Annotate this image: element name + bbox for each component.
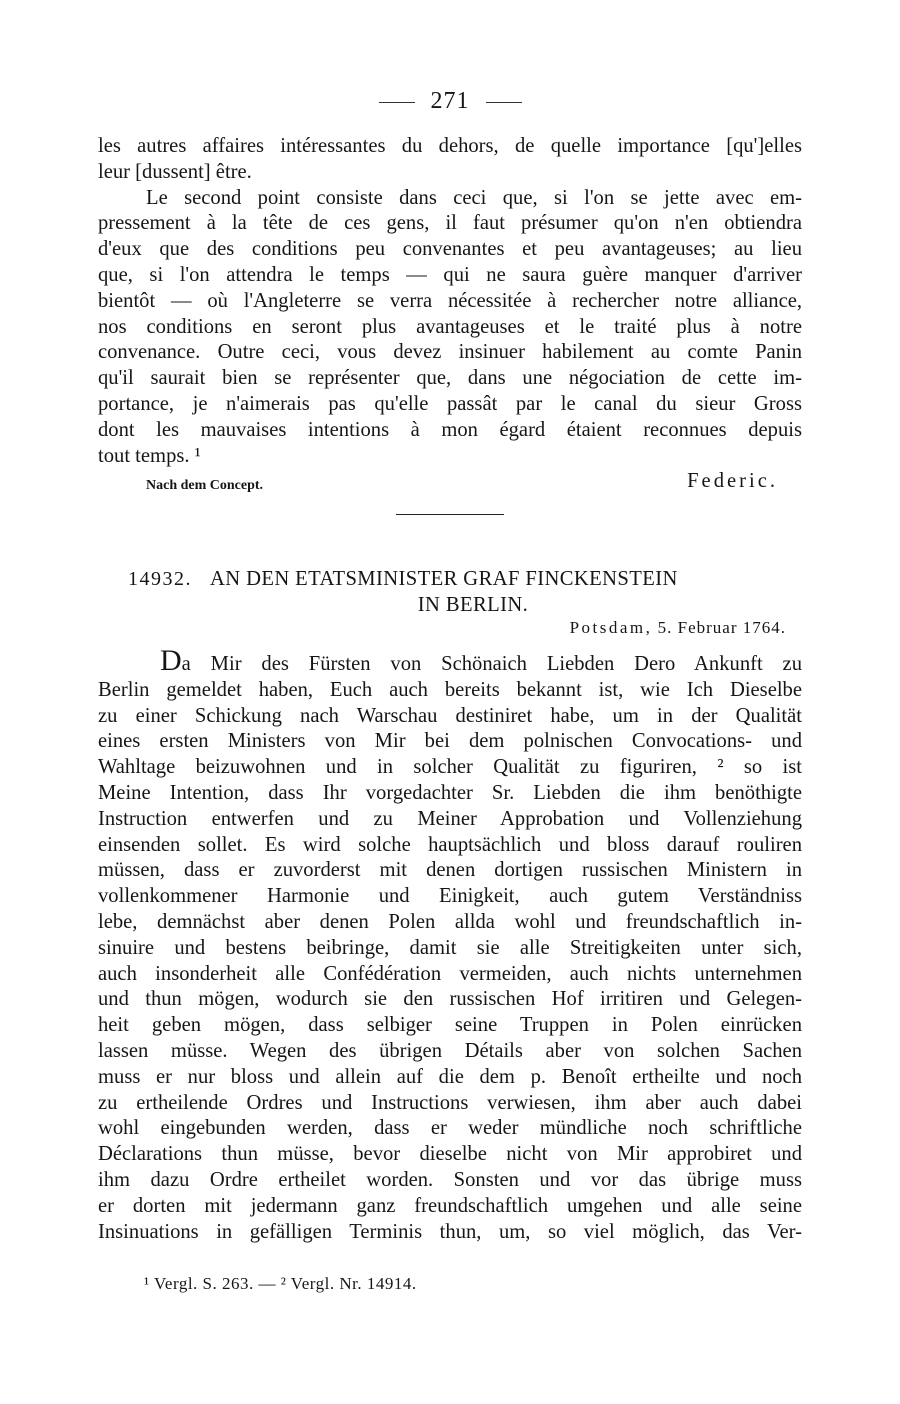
letter-continuation [98,134,802,469]
source-note: Nach dem Concept. [146,478,264,493]
text-line: er dorten mit jedermann ganz freundschaftlich umgehen und alle seine [98,1194,802,1217]
text-line: nos conditions en seront plus avantageuses et le traité plus à notre [98,315,802,338]
dateline [570,618,786,638]
text-line: ihm dazu Ordre ertheilet worden. Sonsten und vor das übrige muss [98,1168,802,1191]
text-line: muss er nur bloss und allein auf die dem p. Benoît ertheilte und noch [98,1065,802,1088]
text-line: dont les mauvaises intentions à mon égard étaient reconnues depuis [98,418,802,441]
heading-location: IN BERLIN. [417,594,529,616]
footnotes: ¹ Vergl. S. 263. — ² Vergl. Nr. 14914. [144,1274,417,1293]
text-line: Berlin gemeldet haben, Euch auch bereits bekannt ist, wie Ich Dieselbe [98,678,802,701]
text-line: Insinuations in gefälligen Terminis thun, um, so viel möglich, das Ver- [98,1220,802,1243]
section-divider [396,514,504,515]
letter-body [98,644,802,1245]
text-line: und thun mögen, wodurch sie den russischen Hof irritiren und Gelegen- [98,988,802,1011]
letter-heading [128,566,788,618]
text-line: wohl eingebunden werden, dass er weder mündliche noch schriftliche [98,1117,802,1140]
text-line: qu'il saurait bien se représenter que, dans une négociation de cette im- [98,367,802,390]
text-line: pressement à la tête de ces gens, il faut présumer qu'on n'en obtiendra [98,212,802,235]
text-line: portance, je n'aimerais pas qu'elle passât par le canal du sieur Gross [98,392,802,415]
dateline-date: 5. Februar 1764. [657,618,786,637]
text-line: Instruction entwerfen und zu Meiner Approbation und Vollenziehung [98,807,802,830]
text-line: heit geben mögen, dass selbiger seine Truppen in Polen einrücken [98,1014,802,1037]
text-line: Meine Intention, dass Ihr vorgedachter Sr. Liebden die ihm benöthigte [98,781,802,804]
text-line: müssen, dass er zuvorderst mit denen dortigen russischen Ministern in [98,859,802,882]
text-line: lebe, demnächst aber denen Polen allda wohl und freundschaftlich in- [98,910,802,933]
header-dash-left [379,102,415,103]
page-header [0,88,900,115]
header-dash-right [486,102,522,103]
letter-closing [98,470,802,500]
heading-line-1 [128,566,788,592]
text-line: einsenden sollet. Es wird solche hauptsächlich und bloss darauf rouliren [98,833,802,856]
dateline-place: Potsdam, [569,618,653,637]
text-line: Le second point consiste dans ceci que, si l'on se jette avec em- [146,186,802,209]
text-line: Déclarations thun müsse, bevor dieselbe nicht von Mir approbiret und [98,1143,802,1166]
text-line: les autres affaires intéressantes du dehors, de quelle importance [qu']elles [98,135,802,157]
text-line: lassen müsse. Wegen des übrigen Détails aber von solchen Sachen [98,1039,802,1062]
text-line: que, si l'on attendra le temps — qui ne saura guère manquer d'arriver [98,263,802,286]
text-line: zu einer Schickung nach Warschau destiniret habe, um in der Qualität [98,704,802,727]
text-line: sinuire und bestens beibringe, damit sie alle Streitigkeiten unter sich, [98,936,802,959]
text-line-first [98,644,802,678]
initial-letter: D [160,644,182,677]
page-number: 271 [430,88,470,114]
text-line: tout temps. ¹ [98,444,201,467]
text-line: leur [dussent] être. [98,160,252,183]
letter-number: 14932. [128,568,192,590]
text-line: zu ertheilende Ordres und Instructions verwiesen, ihm aber auch dabei [98,1091,802,1114]
signature: Federic. [687,470,778,492]
text-line: a Mir des Fürsten von Schönaich Liebden Dero Ankunft zu [181,653,802,675]
text-line: d'eux que des conditions peu convenantes et peu avantageuses; au lieu [98,238,802,261]
text-line: convenance. Outre ceci, vous devez insinuer habilement au comte Panin [98,341,802,364]
text-line: vollenkommener Harmonie und Einigkeit, auch gutem Verständniss [98,885,802,908]
text-line: Wahltage beizuwohnen und in solcher Qualität zu figuriren, ² so ist [98,756,802,779]
text-line: bientôt — où l'Angleterre se verra nécessitée à rechercher notre alliance, [98,289,802,312]
heading-recipient: AN DEN ETATSMINISTER GRAF FINCKENSTEIN [210,568,678,590]
text-line: auch insonderheit alle Confédération vermeiden, auch nichts unternehmen [98,962,802,985]
text-line: eines ersten Ministers von Mir bei dem polnischen Convocations- und [98,730,802,753]
